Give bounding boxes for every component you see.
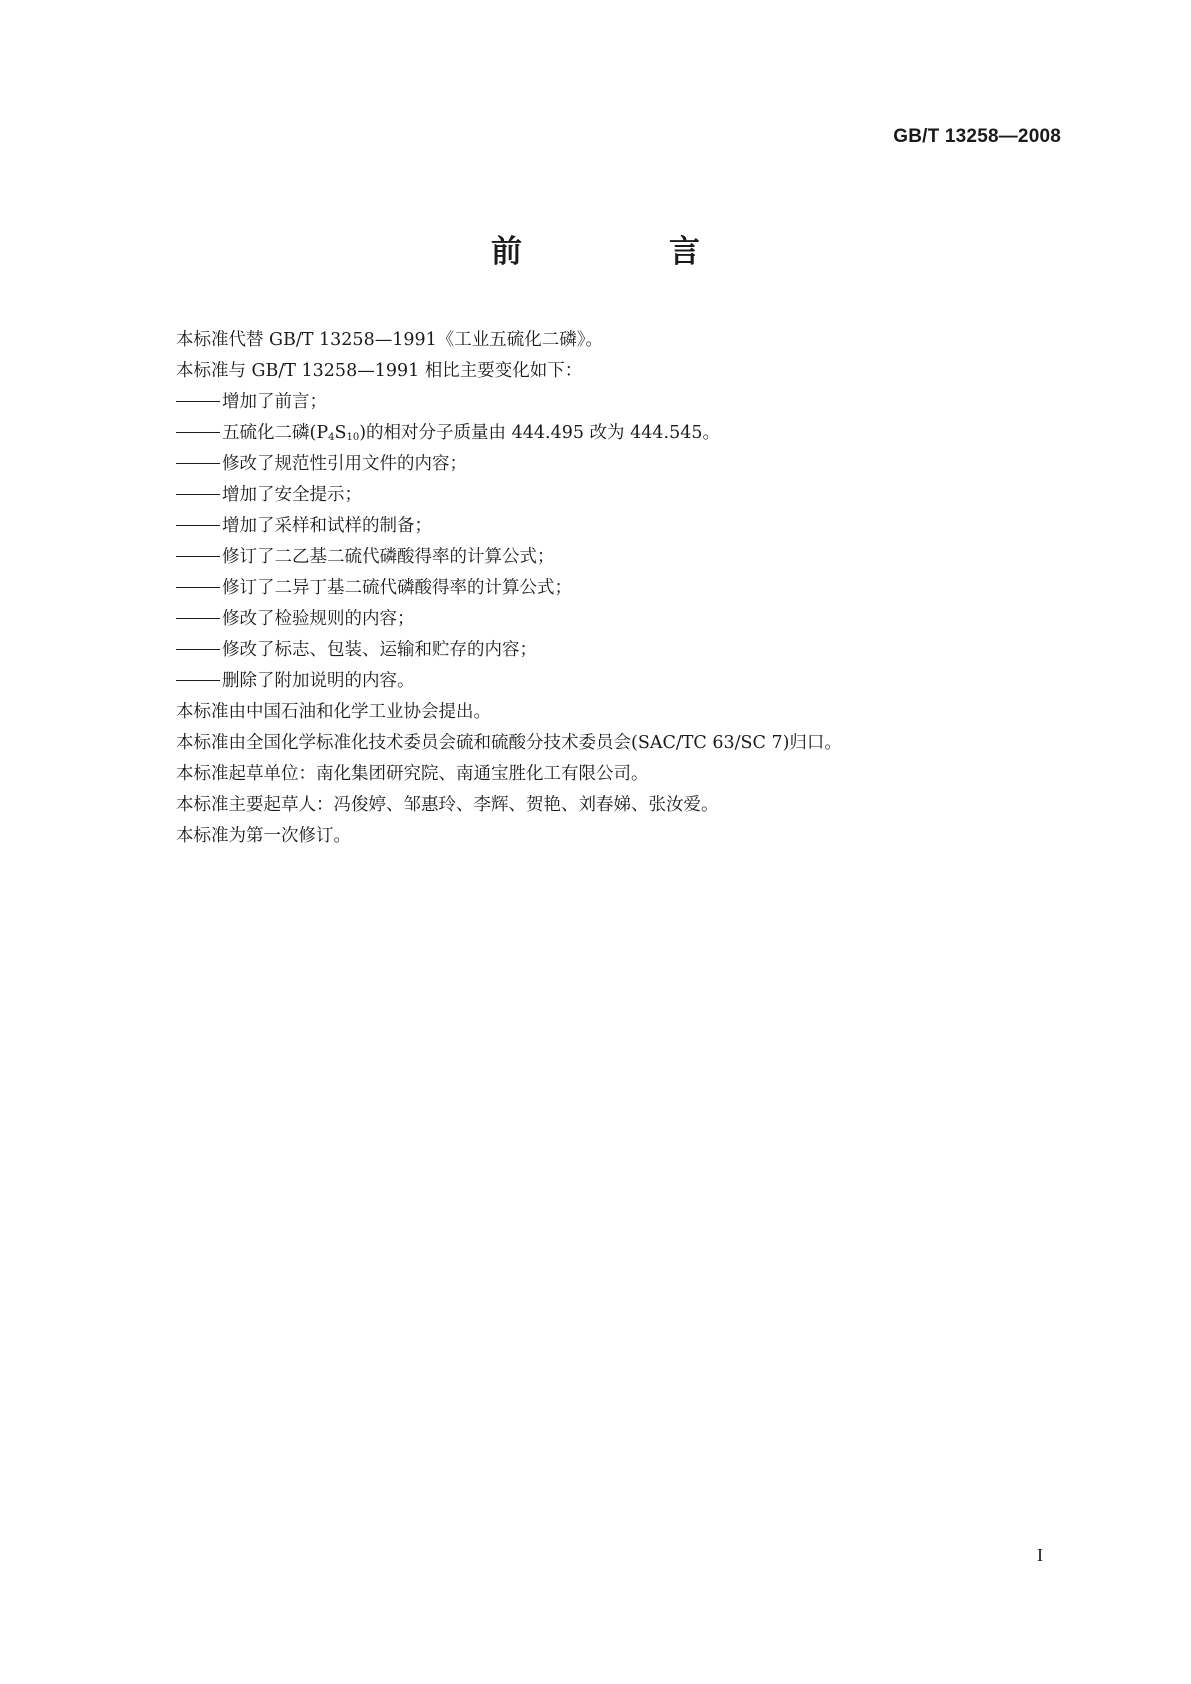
- change-item-formula: 五硫化二磷$(P_4S_{10})$的相对分子质量由 444.495 改为 444.545。: [176, 418, 1056, 449]
- proposer-statement: 本标准由中国石油和化学工业协会提出。: [176, 702, 491, 722]
- change-item: 修改了标志、包装、运输和贮存的内容；: [176, 635, 1056, 666]
- page-number: I: [1037, 1545, 1043, 1565]
- dash-marker: [176, 432, 220, 433]
- dash-marker: [176, 463, 220, 464]
- change-item: 增加了采样和试样的制备；: [176, 511, 1056, 542]
- dash-marker: [176, 401, 220, 402]
- foreword-body: [176, 325, 1056, 852]
- change-item: 增加了安全提示；: [176, 480, 1056, 511]
- page-title: 前 言: [491, 234, 758, 270]
- committee-statement: 本标准由全国化学标准化技术委员会硫和硫酸分技术委员会(SAC/TC 63/SC 7)归口。: [176, 733, 842, 753]
- revision-note: 本标准为第一次修订。: [176, 826, 351, 846]
- dash-marker: [176, 525, 220, 526]
- dash-marker: [176, 680, 220, 681]
- change-item: 修订了二异丁基二硫代磷酸得率的计算公式；: [176, 573, 1056, 604]
- dash-marker: [176, 494, 220, 495]
- replacement-statement: 本标准代替 GB/T 13258—1991《工业五硫化二磷》。: [176, 330, 603, 350]
- change-item: 修订了二乙基二硫代磷酸得率的计算公式；: [176, 542, 1056, 573]
- change-item: 修改了检验规则的内容；: [176, 604, 1056, 635]
- changes-intro: 本标准与 GB/T 13258—1991 相比主要变化如下：: [176, 361, 583, 381]
- standard-code: GB/T 13258—2008: [893, 126, 1061, 147]
- drafting-units: 本标准起草单位：南化集团研究院、南通宝胜化工有限公司。: [176, 764, 649, 784]
- dash-marker: [176, 556, 220, 557]
- change-item: 增加了前言；: [176, 387, 1056, 418]
- change-item: 修改了规范性引用文件的内容；: [176, 449, 1056, 480]
- drafters: 本标准主要起草人：冯俊婷、邹惠玲、李辉、贺艳、刘春娣、张汝爱。: [176, 795, 719, 815]
- dash-marker: [176, 649, 220, 650]
- dash-marker: [176, 587, 220, 588]
- change-item: 删除了附加说明的内容。: [176, 666, 1056, 697]
- dash-marker: [176, 618, 220, 619]
